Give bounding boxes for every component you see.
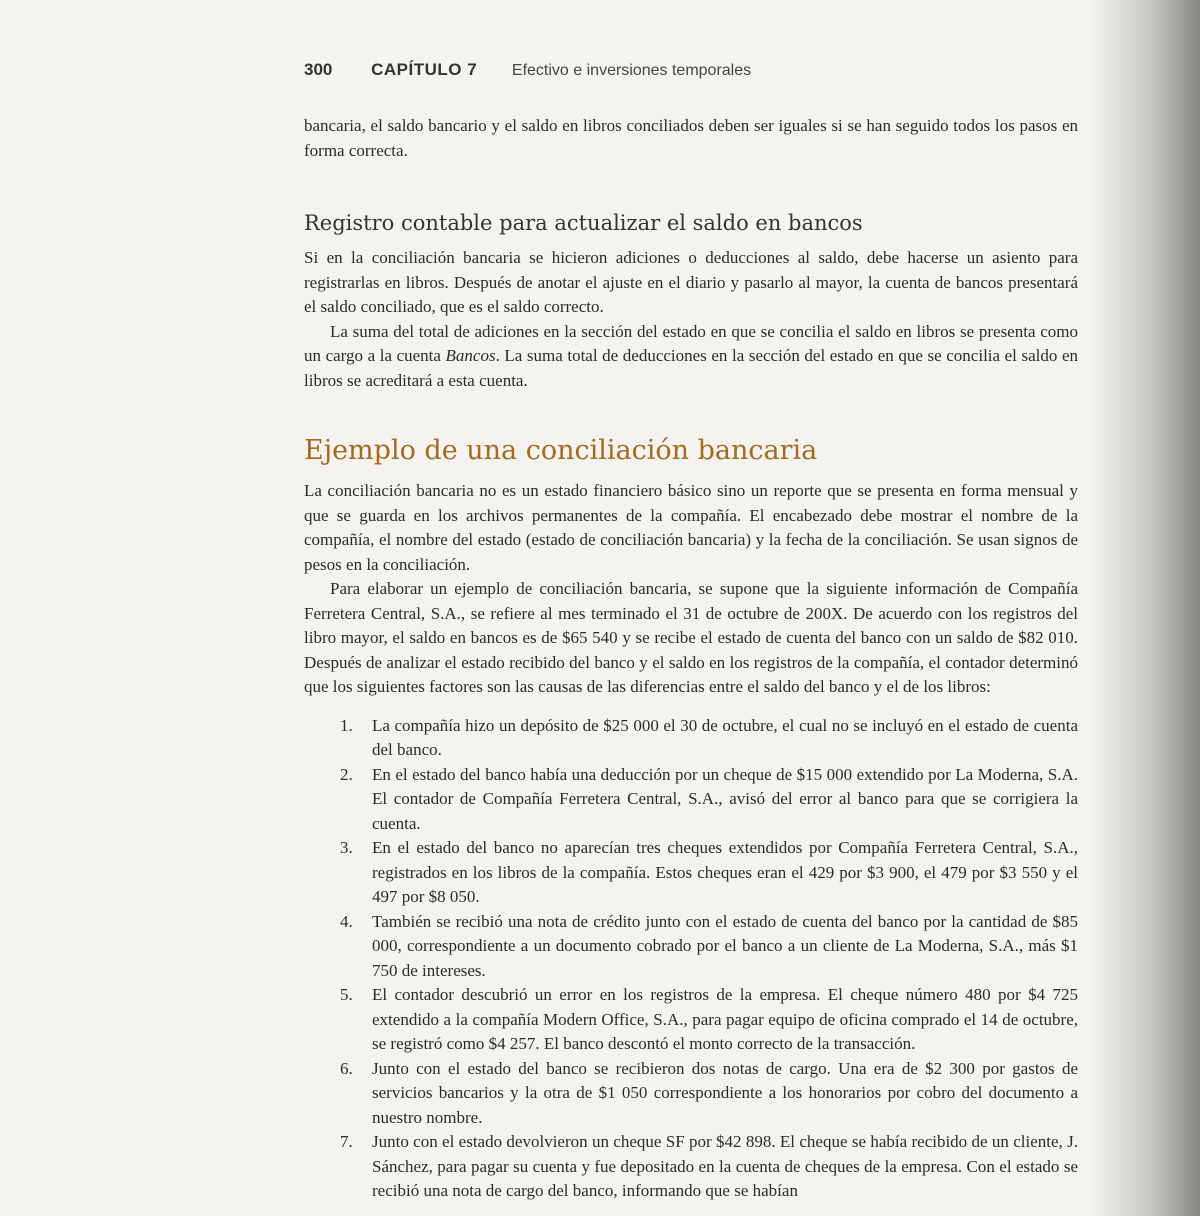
list-item-text: El contador descubrió un error en los registros de la empresa. El cheque número 480 por $4 725 extendido a la compañía Modern Office, S.A., para pagar equipo de oficina comprado el 14 de octubre, se registró como $4 257. El banco descontó el monto correcto de la transacción. [372, 985, 1078, 1053]
intro-paragraph: bancaria, el saldo bancario y el saldo en libros conciliados deben ser iguales si se han seguido todos los pasos en forma correcta. [304, 116, 1078, 160]
chapter-label: CAPÍTULO 7 [371, 60, 478, 79]
page-edge-shadow [1090, 0, 1200, 1216]
ejemplo-paragraph-1: La conciliación bancaria no es un estado financiero básico sino un reporte que se presenta en forma mensual y que se guarda en los archivos permanentes de la compañía. El encabezado debe mostrar el nombre de la compañía, el nombre del estado (estado de conciliación bancaria) y la fecha de la conciliación. Se usan signos de pesos en la conciliación. [304, 481, 1078, 574]
list-item-text: En el estado del banco no aparecían tres cheques extendidos por Compañía Ferretera Central, S.A., registrados en los libros de la compañía. Estos cheques eran el 429 por $3 900, el 479 por $3 550 y el 497 por $8 050. [372, 838, 1078, 906]
list-item-number: 5. [340, 985, 353, 1004]
page-number: 300 [304, 60, 333, 79]
list-item [304, 836, 1078, 910]
running-head [304, 60, 1084, 80]
list-item-number: 3. [340, 838, 353, 857]
list-item-number: 7. [340, 1132, 353, 1151]
list-item-number: 2. [340, 764, 353, 784]
body-column [304, 114, 1078, 1204]
registro-paragraph-2-start: La suma del total de adiciones en la sección del estado en que se concilia el saldo en libros se presenta como un cargo a la cuenta [304, 321, 1078, 365]
factors-list [304, 714, 1078, 1204]
list-item-number: 4. [340, 911, 353, 931]
list-item-text: También se recibió una nota de crédito junto con el estado de cuenta del banco por la cantidad de $85 000, correspondiente a un documento cobrado por el banco a un cliente de La Moderna, S.A., más $1 750 de intereses. [372, 911, 1078, 980]
chapter-title: Efectivo e inversiones temporales [511, 62, 752, 79]
section-title-ejemplo: Ejemplo de una conciliación bancaria [304, 435, 818, 466]
list-item-number: 6. [340, 1058, 353, 1078]
registro-paragraph-2 [304, 320, 1078, 394]
list-item [304, 1057, 1078, 1131]
bancos-account-name: Bancos [445, 346, 496, 365]
list-item-text: La compañía hizo un depósito de $25 000 el 30 de octubre, el cual no se incluyó en el estado de cuenta del banco. [372, 715, 1078, 759]
list-item-text: En el estado del banco había una deducción por un cheque de $15 000 extendido por La Moderna, S.A. El contador de Compañía Ferretera Central, S.A., avisó del error al banco para que se corrigiera la cuenta. [372, 764, 1078, 833]
section-title-registro: Registro contable para actualizar el saldo en bancos [304, 211, 863, 235]
list-item-text: Junto con el estado devolvieron un cheque SF por $42 898. El cheque se había recibido de un cliente, J. Sánchez, para pagar su cuenta y fue depositado en la cuenta de cheques de la empresa. Con el estado se recibió una nota de cargo del banco, informando que se habían [372, 1132, 1078, 1200]
list-item [304, 763, 1078, 837]
list-item [304, 1130, 1078, 1204]
list-item-number: 1. [340, 715, 353, 735]
list-item [304, 910, 1078, 984]
list-item [304, 983, 1078, 1057]
registro-paragraph-2-end: . La suma total de deducciones en la sección del estado en que se concilia el saldo en libros se acreditará a esta cuenta. [304, 346, 1078, 390]
registro-paragraph-1: Si en la conciliación bancaria se hicieron adiciones o deducciones al saldo, debe hacerse un asiento para registrarlas en libros. Después de anotar el ajuste en el diario y pasarlo al mayor, la cuenta de bancos presentará el saldo conciliado, que es el saldo correcto. [304, 248, 1078, 316]
ejemplo-paragraph-2: Para elaborar un ejemplo de conciliación bancaria, se supone que la siguiente información de Compañía Ferretera Central, S.A., se refiere al mes terminado el 31 de octubre de 200X. De acuerdo con los registros del libro mayor, el saldo en bancos es de $65 540 y se recibe el estado de cuenta del banco con un saldo de $82 010. Después de analizar el estado recibido del banco y el saldo en los registros de la compañía, el contador determinó que los siguientes factores son las causas de las diferencias entre el saldo del banco y el de los libros: [304, 579, 1078, 696]
list-item [304, 714, 1078, 763]
list-item-text: Junto con el estado del banco se recibieron dos notas de cargo. Una era de $2 300 por gastos de servicios bancarios y la otra de $1 050 correspondiente a los honorarios por cobro del documento a nuestro nombre. [372, 1058, 1078, 1127]
